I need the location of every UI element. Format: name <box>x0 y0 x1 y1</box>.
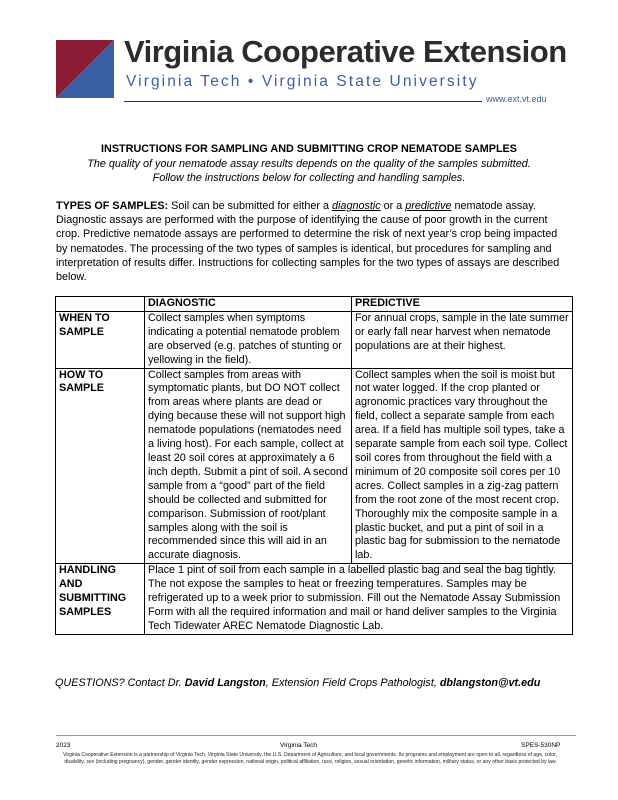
footer-publication-code: SPES-530NP <box>521 742 561 749</box>
subtitle-line-2: Follow the instructions below for collecting and handling samples. <box>152 172 466 184</box>
vce-logo-icon <box>56 40 114 98</box>
questions-contact <box>55 677 540 689</box>
col-header-diagnostic: DIAGNOSTIC <box>145 297 352 312</box>
header-divider <box>124 101 482 102</box>
sampling-table <box>55 296 573 635</box>
footer-year: 2023 <box>56 742 71 749</box>
cell-handling: Place 1 pint of soil from each sample in a labelled plastic bag and seal the bag tightly. The not expose the samples to heat or freezing temperatures. Samples may be refrigerated up to a week prior to submission. Fill out the Nematode Assay Submission Form with all the required information and mail or hand deliver samples to the Virginia Tech Tidewater AREC Nematode Diagnostic Lab. <box>145 564 573 635</box>
contact-name: David Langston <box>184 677 266 689</box>
extension-url[interactable]: www.ext.vt.edu <box>486 94 547 104</box>
footer-center: Virginia Tech <box>280 742 317 749</box>
table-header-row <box>56 297 573 312</box>
footer-legal-text: Virginia Cooperative Extension is a partnership of Virginia Tech, Virginia State University, the U.S. Department of Agriculture, and local governments. Its programs and employment are open to all, regardless of age, color, disability, sex (including pregnancy), gender, gender identity, gender expression, national origin, political affiliation, race, religion, sexual orientation, genetic information, military status, or any other basis protected by law <box>63 752 557 765</box>
cell-when-predictive: For annual crops, sample in the late summer or early fall near harvest when nematode populations are at their highest. <box>352 311 573 368</box>
table-row-when <box>56 311 573 368</box>
subtitle-line-1: The quality of your nematode assay results depends on the quality of the samples submitted. <box>87 158 531 170</box>
document-title: INSTRUCTIONS FOR SAMPLING AND SUBMITTING CROP NEMATODE SAMPLES <box>101 143 517 155</box>
types-text-c: nematode assay. Diagnostic assays are performed with the purpose of identifying the cause of poor growth in the current crop. Predictive nematode assays are performed to determine the risk of next year’s crop being impacted by nematodes. The processing of the two types of samples is identical, but procedures for sampling and interpretation of results differ. Instructions for collecting samples for the two types of assays are described below. <box>56 200 560 284</box>
types-text-a: Soil can be submitted for either a <box>168 200 333 212</box>
predictive-term: predictive <box>405 200 452 212</box>
questions-role: , Extension Field Crops Pathologist, <box>265 677 440 689</box>
cell-how-predictive: Collect samples when the soil is moist but not water logged. If the crop planted or agronomic practices vary throughout the field, collect a separate sample from each area. If a field has multiple soil types, take a separate sample from each soil type. Collect soil cores from throughout the field with a minimum of 20 composite soil cores per 10 acres. Collect samples in a zig-zag pattern from the root zone of the most recent crop. Thoroughly mix the composite sample in a plastic bucket, and put a pint of soil in a plastic bag for submission to the nematode lab. <box>352 368 573 564</box>
table-row-how <box>56 368 573 564</box>
document-subtitle <box>40 157 578 185</box>
col-header-predictive: PREDICTIVE <box>352 297 573 312</box>
footer-divider <box>56 735 576 736</box>
row-label-how: HOW TO SAMPLE <box>56 368 145 564</box>
cell-when-diagnostic: Collect samples when symptoms indicating a potential nematode problem are observed (e.g. patches of stunting or yellowing in the field). <box>145 311 352 368</box>
diagnostic-term: diagnostic <box>332 200 381 212</box>
row-label-handling: HANDLING AND SUBMITTING SAMPLES <box>56 564 145 635</box>
types-label: TYPES OF SAMPLES: <box>56 200 169 212</box>
questions-prefix: QUESTIONS? Contact Dr. <box>55 677 185 689</box>
row-label-when: WHEN TO SAMPLE <box>56 311 145 368</box>
table-row-handling <box>56 564 573 635</box>
universities-line: Virginia Tech • Virginia State University <box>126 73 479 90</box>
types-of-samples-paragraph <box>56 199 568 284</box>
cell-how-diagnostic: Collect samples from areas with symptomatic plants, but DO NOT collect from areas where plants are dead or dying because these will not support high nematode populations (nematodes need a living host). For each sample, collect at least 20 soil cores at approximately a 6 inch depth. Submit a pint of soil. A second sample from a “good” part of the field should be collected and submitted for comparison. Submission of root/plant samples along with the soil is recommended since this will aid in an accurate diagnosis. <box>145 368 352 564</box>
contact-email[interactable]: dblangston@vt.edu <box>439 677 541 689</box>
types-text-b: or a <box>380 200 406 212</box>
table-corner-cell <box>56 297 145 312</box>
org-name: Virginia Cooperative Extension <box>124 34 567 69</box>
